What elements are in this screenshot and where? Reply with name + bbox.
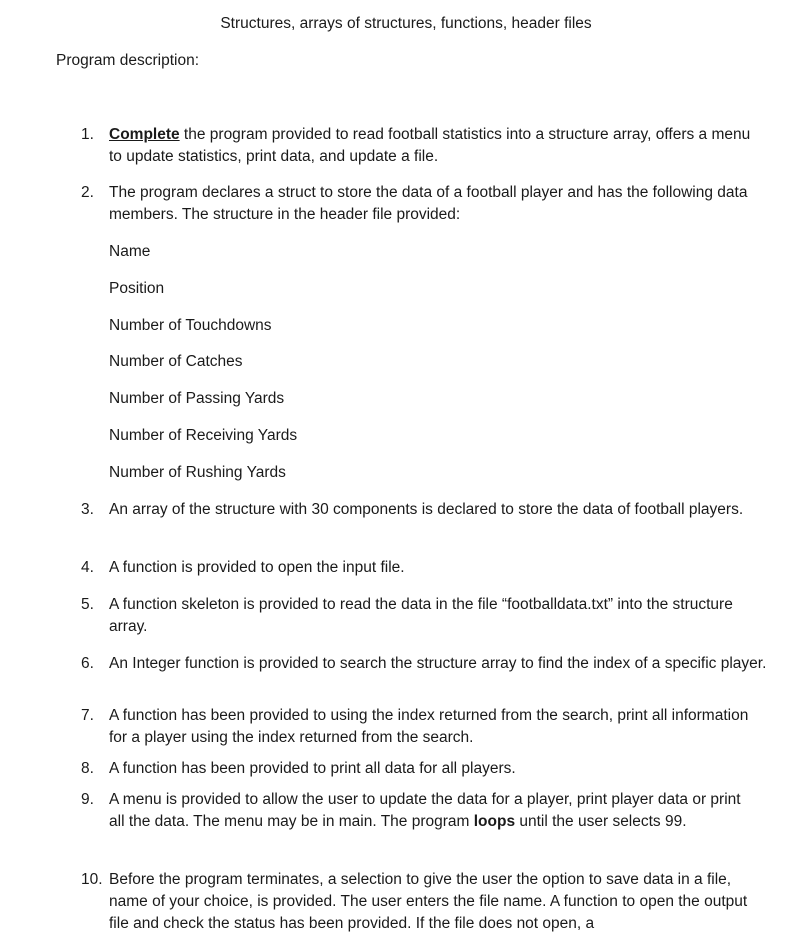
item-text: A function skeleton is provided to read the data in the file “footballdata.txt” into the structure array.	[109, 596, 733, 635]
item-text: The program declares a struct to store the data of a football player and has the following data members. The structure in the header file provided:	[109, 184, 748, 223]
item-number: 4.	[81, 559, 94, 576]
item-text: A function has been provided to print all data for all players.	[109, 760, 516, 777]
data-member-name: Name	[109, 243, 151, 260]
item-number: 9.	[81, 791, 94, 808]
item-text: Before the program terminates, a selection to give the user the option to save data in a file, name of your choice, is provided. The user enters the file name. A function to open the output file and check the status has been provided. If the file does not open, a	[109, 871, 748, 932]
list-item-5	[81, 594, 761, 638]
section-heading: Program description:	[56, 52, 200, 69]
list-item-2	[81, 182, 761, 226]
item-number: 1.	[81, 126, 94, 143]
item-text: An Integer function is provided to search the structure array to find the index of a specific player.	[109, 655, 767, 672]
item-text: A function has been provided to using the index returned from the search, print all information for a player using the index returned from the search.	[109, 707, 749, 746]
item-number: 5.	[81, 596, 94, 613]
item-text-end: until the user selects 99.	[515, 813, 687, 830]
item-text-rest: the program provided to read football statistics into a structure array, offers a menu to update statistics, print data, and update a file.	[109, 126, 751, 165]
item-text: An array of the structure with 30 components is declared to store the data of football players.	[109, 501, 744, 518]
item-text-start: A menu is provided to allow the user to update the data for a player, print player data or print all the data. The menu may be in main. The program	[109, 791, 741, 830]
list-item-3	[81, 499, 761, 521]
item-number: 6.	[81, 655, 94, 672]
data-member-rushing-yards: Number of Rushing Yards	[109, 464, 286, 481]
loops-emphasis: loops	[473, 813, 516, 830]
list-item-1	[81, 124, 761, 168]
item-number: 2.	[81, 184, 94, 201]
list-item-10	[81, 869, 761, 935]
list-item-4	[81, 557, 761, 579]
data-member-passing-yards: Number of Passing Yards	[109, 390, 285, 407]
data-member-touchdowns: Number of Touchdowns	[109, 317, 272, 334]
list-item-6	[81, 653, 771, 675]
item-text	[109, 124, 761, 168]
item-number: 7.	[81, 707, 94, 724]
list-item-7	[81, 705, 761, 749]
page-title: Structures, arrays of structures, functions, header files	[220, 15, 592, 32]
data-member-position: Position	[109, 280, 165, 297]
item-number: 8.	[81, 760, 94, 777]
complete-emphasis: Complete	[109, 126, 180, 143]
item-text: A function is provided to open the input file.	[109, 559, 405, 576]
data-member-receiving-yards: Number of Receiving Yards	[109, 427, 298, 444]
item-text	[109, 789, 751, 833]
list-item-9	[81, 789, 751, 833]
data-member-catches: Number of Catches	[109, 353, 243, 370]
item-number: 10.	[81, 871, 103, 888]
item-number: 3.	[81, 501, 94, 518]
list-item-8	[81, 758, 761, 780]
